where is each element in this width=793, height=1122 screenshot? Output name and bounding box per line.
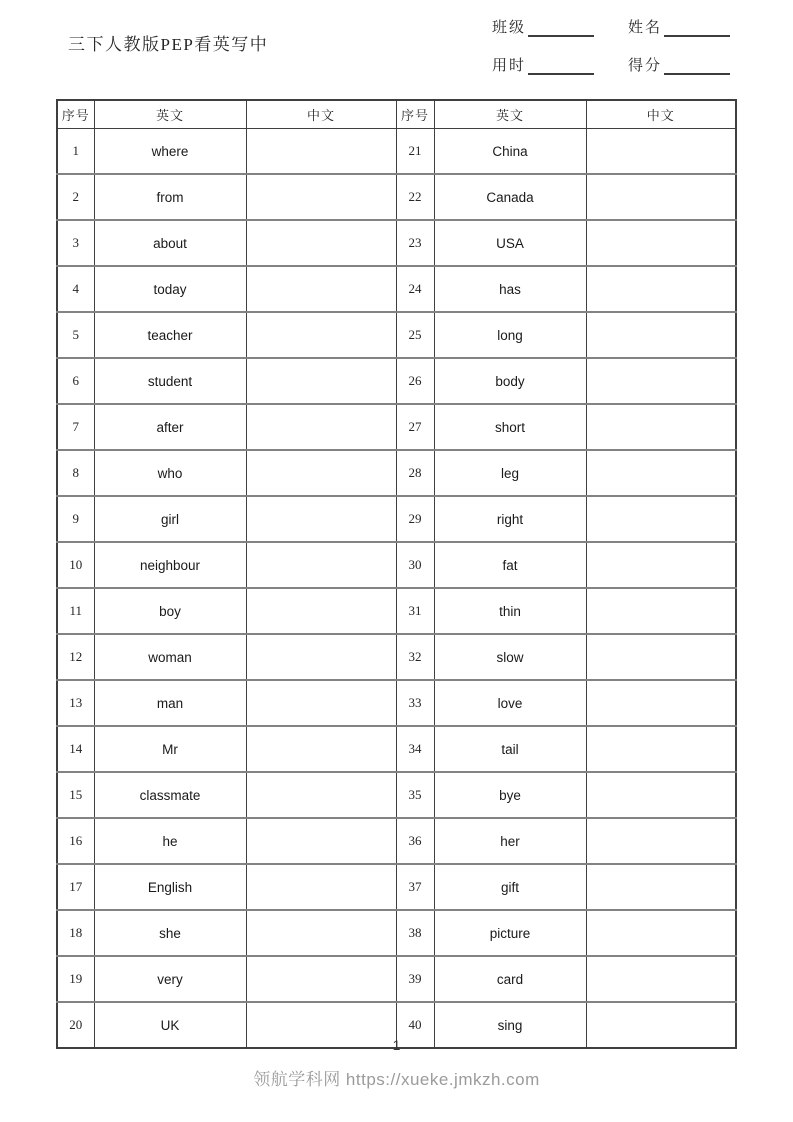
- english-word-right: picture: [434, 910, 586, 956]
- table-row: [57, 358, 736, 404]
- row-number-left: 7: [57, 404, 94, 450]
- table-row: [57, 496, 736, 542]
- score-blank-line: [664, 59, 730, 75]
- row-number-left: 2: [57, 174, 94, 220]
- row-number-left: 10: [57, 542, 94, 588]
- table-row: [57, 312, 736, 358]
- score-label: 得分: [628, 58, 663, 74]
- chinese-answer-cell-left: [246, 542, 396, 588]
- table-row: [57, 220, 736, 266]
- chinese-answer-cell-right: [586, 312, 736, 358]
- chinese-answer-cell-left: [246, 266, 396, 312]
- row-number-left: 4: [57, 266, 94, 312]
- table-row: [57, 404, 736, 450]
- english-word-right: tail: [434, 726, 586, 772]
- english-word-right: USA: [434, 220, 586, 266]
- col-header-number-left: 序号: [57, 100, 94, 129]
- chinese-answer-cell-left: [246, 864, 396, 910]
- page-number: 1: [392, 1037, 401, 1053]
- chinese-answer-cell-right: [586, 496, 736, 542]
- chinese-answer-cell-right: [586, 129, 736, 175]
- table-header-row: [57, 100, 736, 129]
- chinese-answer-cell-right: [586, 680, 736, 726]
- col-header-number-right: 序号: [396, 100, 434, 129]
- english-word-right: thin: [434, 588, 586, 634]
- english-word-right: leg: [434, 450, 586, 496]
- row-number-right: 38: [396, 910, 434, 956]
- class-blank-line: [528, 21, 594, 37]
- chinese-answer-cell-left: [246, 312, 396, 358]
- english-word-left: about: [94, 220, 246, 266]
- class-field: [492, 16, 594, 37]
- chinese-answer-cell-right: [586, 588, 736, 634]
- row-number-right: 22: [396, 174, 434, 220]
- english-word-left: woman: [94, 634, 246, 680]
- name-field: [628, 16, 730, 37]
- chinese-answer-cell-right: [586, 404, 736, 450]
- chinese-answer-cell-right: [586, 864, 736, 910]
- english-word-left: boy: [94, 588, 246, 634]
- table-row: [57, 680, 736, 726]
- chinese-answer-cell-left: [246, 174, 396, 220]
- chinese-answer-cell-left: [246, 634, 396, 680]
- chinese-answer-cell-left: [246, 680, 396, 726]
- chinese-answer-cell-right: [586, 634, 736, 680]
- english-word-right: sing: [434, 1002, 586, 1048]
- row-number-right: 34: [396, 726, 434, 772]
- chinese-answer-cell-right: [586, 266, 736, 312]
- english-word-left: after: [94, 404, 246, 450]
- row-number-right: 28: [396, 450, 434, 496]
- row-number-left: 11: [57, 588, 94, 634]
- chinese-answer-cell-right: [586, 772, 736, 818]
- row-number-right: 30: [396, 542, 434, 588]
- chinese-answer-cell-left: [246, 588, 396, 634]
- row-number-right: 33: [396, 680, 434, 726]
- row-number-left: 1: [57, 129, 94, 175]
- row-number-right: 32: [396, 634, 434, 680]
- chinese-answer-cell-left: [246, 910, 396, 956]
- chinese-answer-cell-right: [586, 542, 736, 588]
- english-word-left: neighbour: [94, 542, 246, 588]
- table-row: [57, 864, 736, 910]
- col-header-english-left: 英文: [94, 100, 246, 129]
- english-word-right: right: [434, 496, 586, 542]
- english-word-left: very: [94, 956, 246, 1002]
- table-row: [57, 174, 736, 220]
- row-number-right: 40: [396, 1002, 434, 1048]
- row-number-left: 19: [57, 956, 94, 1002]
- table-row: [57, 726, 736, 772]
- chinese-answer-cell-left: [246, 956, 396, 1002]
- col-header-chinese-right: 中文: [586, 100, 736, 129]
- english-word-left: classmate: [94, 772, 246, 818]
- row-number-right: 23: [396, 220, 434, 266]
- name-blank-line: [664, 21, 730, 37]
- row-number-left: 15: [57, 772, 94, 818]
- table-row: [57, 542, 736, 588]
- english-word-right: gift: [434, 864, 586, 910]
- row-number-left: 20: [57, 1002, 94, 1048]
- english-word-left: student: [94, 358, 246, 404]
- row-number-right: 27: [396, 404, 434, 450]
- english-word-right: card: [434, 956, 586, 1002]
- table-row: [57, 910, 736, 956]
- chinese-answer-cell-right: [586, 450, 736, 496]
- english-word-right: China: [434, 129, 586, 175]
- chinese-answer-cell-left: [246, 220, 396, 266]
- row-number-right: 39: [396, 956, 434, 1002]
- row-number-right: 35: [396, 772, 434, 818]
- score-field: [628, 54, 730, 75]
- footer-watermark: 领航学科网 https://xueke.jmkzh.com: [253, 1070, 540, 1089]
- english-word-left: who: [94, 450, 246, 496]
- table-row: [57, 266, 736, 312]
- table-row: [57, 588, 736, 634]
- english-word-left: man: [94, 680, 246, 726]
- english-word-right: her: [434, 818, 586, 864]
- header-fields: [492, 16, 730, 75]
- chinese-answer-cell-left: [246, 129, 396, 175]
- english-word-left: teacher: [94, 312, 246, 358]
- chinese-answer-cell-right: [586, 726, 736, 772]
- chinese-answer-cell-left: [246, 818, 396, 864]
- time-field: [492, 54, 594, 75]
- row-number-left: 6: [57, 358, 94, 404]
- row-number-left: 18: [57, 910, 94, 956]
- english-word-right: love: [434, 680, 586, 726]
- chinese-answer-cell-left: [246, 726, 396, 772]
- row-number-right: 26: [396, 358, 434, 404]
- english-word-right: body: [434, 358, 586, 404]
- vocab-table: [56, 99, 737, 1049]
- row-number-right: 25: [396, 312, 434, 358]
- english-word-right: Canada: [434, 174, 586, 220]
- chinese-answer-cell-left: [246, 404, 396, 450]
- name-label: 姓名: [628, 20, 663, 36]
- english-word-left: where: [94, 129, 246, 175]
- table-row: [57, 634, 736, 680]
- row-number-right: 36: [396, 818, 434, 864]
- table-row: [57, 129, 736, 175]
- chinese-answer-cell-left: [246, 496, 396, 542]
- english-word-right: long: [434, 312, 586, 358]
- chinese-answer-cell-right: [586, 358, 736, 404]
- time-label: 用时: [492, 58, 527, 74]
- row-number-left: 12: [57, 634, 94, 680]
- english-word-left: from: [94, 174, 246, 220]
- row-number-left: 8: [57, 450, 94, 496]
- row-number-left: 16: [57, 818, 94, 864]
- english-word-left: UK: [94, 1002, 246, 1048]
- row-number-left: 9: [57, 496, 94, 542]
- chinese-answer-cell-left: [246, 772, 396, 818]
- english-word-left: today: [94, 266, 246, 312]
- table-row: [57, 772, 736, 818]
- row-number-right: 24: [396, 266, 434, 312]
- row-number-right: 31: [396, 588, 434, 634]
- english-word-right: has: [434, 266, 586, 312]
- english-word-left: he: [94, 818, 246, 864]
- row-number-left: 17: [57, 864, 94, 910]
- chinese-answer-cell-left: [246, 358, 396, 404]
- table-row: [57, 956, 736, 1002]
- chinese-answer-cell-right: [586, 220, 736, 266]
- english-word-left: girl: [94, 496, 246, 542]
- chinese-answer-cell-right: [586, 818, 736, 864]
- time-blank-line: [528, 59, 594, 75]
- english-word-right: short: [434, 404, 586, 450]
- col-header-chinese-left: 中文: [246, 100, 396, 129]
- chinese-answer-cell-left: [246, 450, 396, 496]
- col-header-english-right: 英文: [434, 100, 586, 129]
- chinese-answer-cell-right: [586, 910, 736, 956]
- english-word-right: fat: [434, 542, 586, 588]
- row-number-right: 37: [396, 864, 434, 910]
- row-number-left: 14: [57, 726, 94, 772]
- english-word-left: Mr: [94, 726, 246, 772]
- chinese-answer-cell-right: [586, 174, 736, 220]
- english-word-left: English: [94, 864, 246, 910]
- english-word-left: she: [94, 910, 246, 956]
- row-number-left: 5: [57, 312, 94, 358]
- row-number-right: 29: [396, 496, 434, 542]
- row-number-right: 21: [396, 129, 434, 175]
- table-row: [57, 450, 736, 496]
- chinese-answer-cell-right: [586, 956, 736, 1002]
- row-number-left: 13: [57, 680, 94, 726]
- table-row: [57, 818, 736, 864]
- class-label: 班级: [492, 20, 527, 36]
- row-number-left: 3: [57, 220, 94, 266]
- page-title: 三下人教版PEP看英写中: [68, 35, 269, 54]
- english-word-right: slow: [434, 634, 586, 680]
- english-word-right: bye: [434, 772, 586, 818]
